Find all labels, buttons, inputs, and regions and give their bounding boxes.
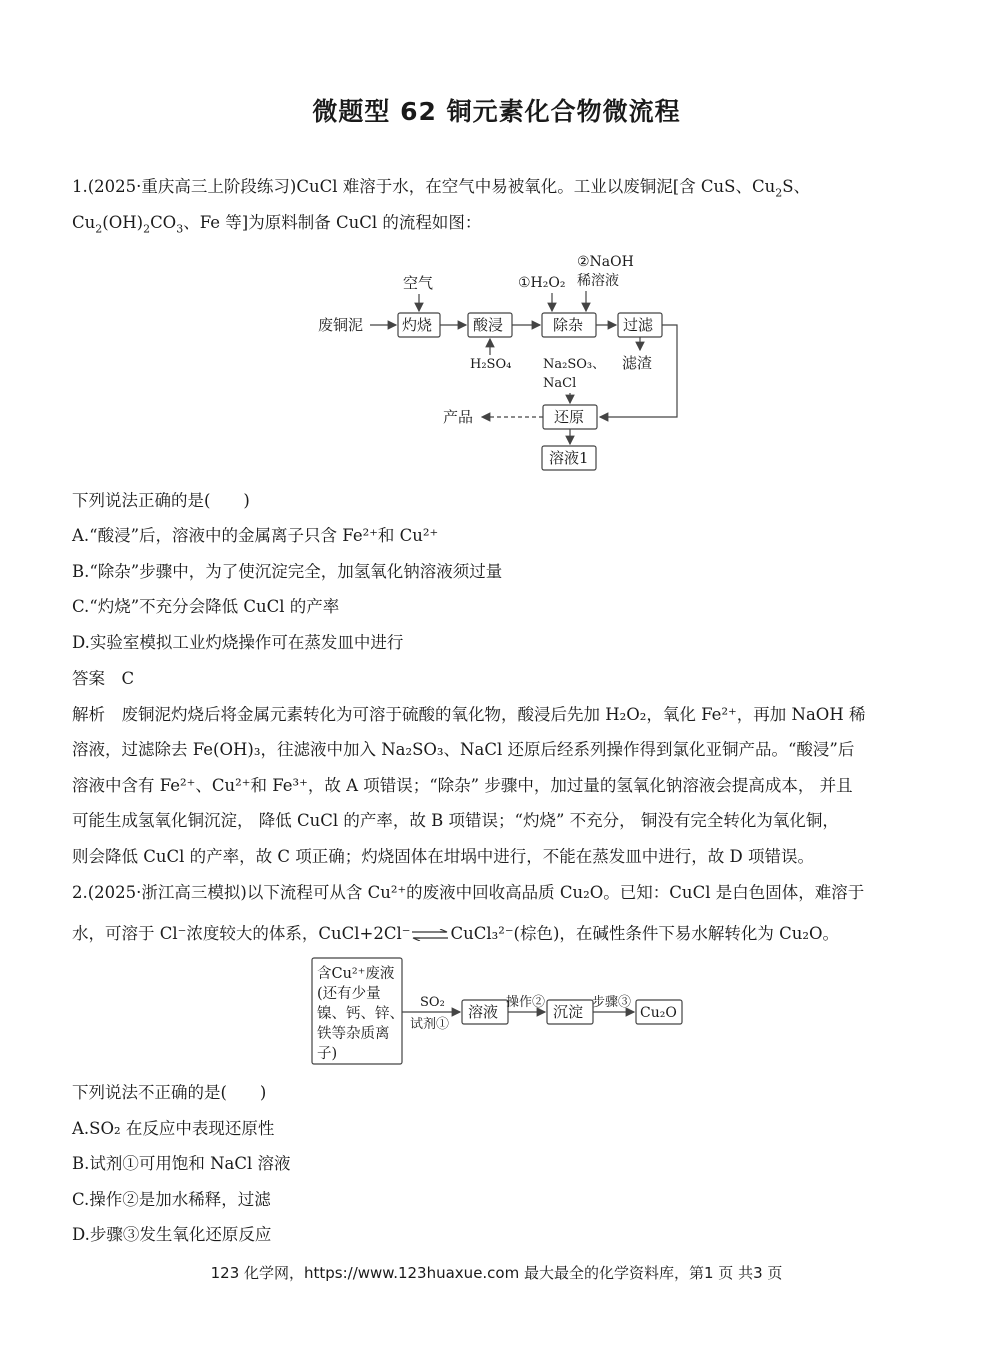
q2-flow-op2: 操作② bbox=[506, 995, 546, 1010]
q1-option-a: A.“酸浸”后，溶液中的金属离子只含 Fe²⁺和 Cu²⁺ bbox=[72, 526, 439, 545]
q2-option-b: B.试剂①可用饱和 NaCl 溶液 bbox=[72, 1154, 291, 1173]
q2-flow-src3: 镍、钙、锌、 bbox=[317, 1006, 404, 1022]
q1-flow-reagent2: NaCl bbox=[543, 376, 577, 391]
q2-flow-step3: 步骤③ bbox=[592, 995, 632, 1010]
q1-flow-naoh1: ②NaOH bbox=[577, 254, 634, 270]
q1-flow-acid: 酸浸 bbox=[473, 316, 504, 334]
equilibrium-arrow-icon bbox=[412, 929, 448, 941]
q1-flow-naoh2: 稀溶液 bbox=[577, 273, 619, 289]
q1-explanation-2: 溶液，过滤除去 Fe(OH)₃，往滤液中加入 Na₂SO₃、NaCl 还原后经系列操作得到氯化亚铜产品。“酸浸”后 bbox=[72, 740, 855, 759]
q2-flow-product: Cu₂O bbox=[640, 1005, 677, 1021]
q1-explanation-3: 溶液中含有 Fe²⁺、Cu²⁺和 Fe³⁺，故 A 项错误；“除杂” 步骤中，加过量的氢氧化钠溶液会提高成本， 并且 bbox=[72, 776, 853, 795]
q2-flow-src2: (还有少量 bbox=[317, 986, 381, 1002]
q1-flow-air: 空气 bbox=[403, 274, 434, 292]
q1-stem: 下列说法正确的是( ) bbox=[72, 491, 250, 510]
q2-flow-src1: 含Cu²⁺废液 bbox=[317, 966, 395, 982]
q1-explanation-5: 则会降低 CuCl 的产率，故 C 项正确；灼烧固体在坩埚中进行，不能在蒸发皿中进行，故 D 项错误。 bbox=[72, 847, 814, 866]
q1-explanation-1: 解析 废铜泥灼烧后将金属元素转化为可溶于硫酸的氧化物，酸浸后先加 H₂O₂，氧化 Fe²⁺，再加 NaOH 稀 bbox=[72, 705, 866, 724]
q2-line2: 水，可溶于 Cl⁻浓度较大的体系，CuCl+2Cl⁻ CuCl₃²⁻(棕色)，在碱性条件下易水解转化为 Cu₂O。 bbox=[72, 924, 840, 943]
q2-option-d: D.步骤③发生氧化还原反应 bbox=[72, 1225, 272, 1244]
q1-flow-start: 废铜泥 bbox=[318, 316, 364, 334]
q1-flow-filter: 过滤 bbox=[623, 316, 654, 334]
q2-flowchart bbox=[0, 950, 993, 1070]
page-footer: 123 化学网，https://www.123huaxue.com 最大最全的化学资料库，第1 页 共3 页 bbox=[210, 1264, 783, 1282]
q1-flow-remove: 除杂 bbox=[553, 316, 584, 334]
q1-flow-residue: 滤渣 bbox=[622, 354, 653, 372]
page-title: 微题型 62 铜元素化合物微流程 bbox=[312, 97, 681, 126]
q1-flow-solution1: 溶液1 bbox=[549, 449, 589, 467]
q1-option-b: B.“除杂”步骤中，为了使沉淀完全，加氢氧化钠溶液须过量 bbox=[72, 562, 503, 581]
q2-flow-reagent: 试剂① bbox=[410, 1017, 450, 1032]
q2-line1: 2.(2025·浙江高三模拟)以下流程可从含 Cu²⁺的废液中回收高品质 Cu₂O。已知：CuCl 是白色固体，难溶于 bbox=[72, 883, 865, 902]
q1-line1: 1.(2025·重庆高三上阶段练习)CuCl 难溶于水，在空气中易被氧化。工业以废铜泥[含 CuS、$Cu_2S$、 bbox=[72, 177, 811, 200]
q2-option-a: A.SO₂ 在反应中表现还原性 bbox=[72, 1119, 275, 1138]
q1-flow-roast: 灼烧 bbox=[402, 316, 433, 334]
q2-flow-solution: 溶液 bbox=[468, 1003, 499, 1021]
q2-flow-src5: 子) bbox=[317, 1046, 338, 1062]
q2-stem: 下列说法不正确的是( ) bbox=[72, 1083, 267, 1102]
q1-flow-h2o2: ①H₂O₂ bbox=[518, 275, 566, 291]
q1-flow-product: 产品 bbox=[443, 408, 474, 426]
q1-option-d: D.实验室模拟工业灼烧操作可在蒸发皿中进行 bbox=[72, 633, 404, 652]
q2-flow-precip: 沉淀 bbox=[553, 1003, 584, 1021]
q2-option-c: C.操作②是加水稀释，过滤 bbox=[72, 1190, 271, 1209]
q1-answer: 答案 C bbox=[72, 669, 135, 688]
q1-flow-reagent1: Na₂SO₃、 bbox=[543, 357, 606, 372]
q1-option-c: C.“灼烧”不充分会降低 CuCl 的产率 bbox=[72, 597, 340, 616]
q2-flow-src4: 铁等杂质离 bbox=[317, 1026, 390, 1042]
q2-flow-so2: SO₂ bbox=[420, 995, 445, 1010]
q1-flowchart bbox=[0, 0, 993, 480]
q1-line2: $Cu_2(OH)_2CO_3$、Fe 等]为原料制备 CuCl 的流程如图： bbox=[72, 213, 482, 236]
q1-flow-h2so4: H₂SO₄ bbox=[470, 357, 512, 372]
q1-flow-reduce: 还原 bbox=[554, 408, 585, 426]
q1-explanation-4: 可能生成氢氧化铜沉淀， 降低 CuCl 的产率，故 B 项错误；“灼烧” 不充分， 铜没有完全转化为氧化铜， bbox=[72, 811, 839, 830]
